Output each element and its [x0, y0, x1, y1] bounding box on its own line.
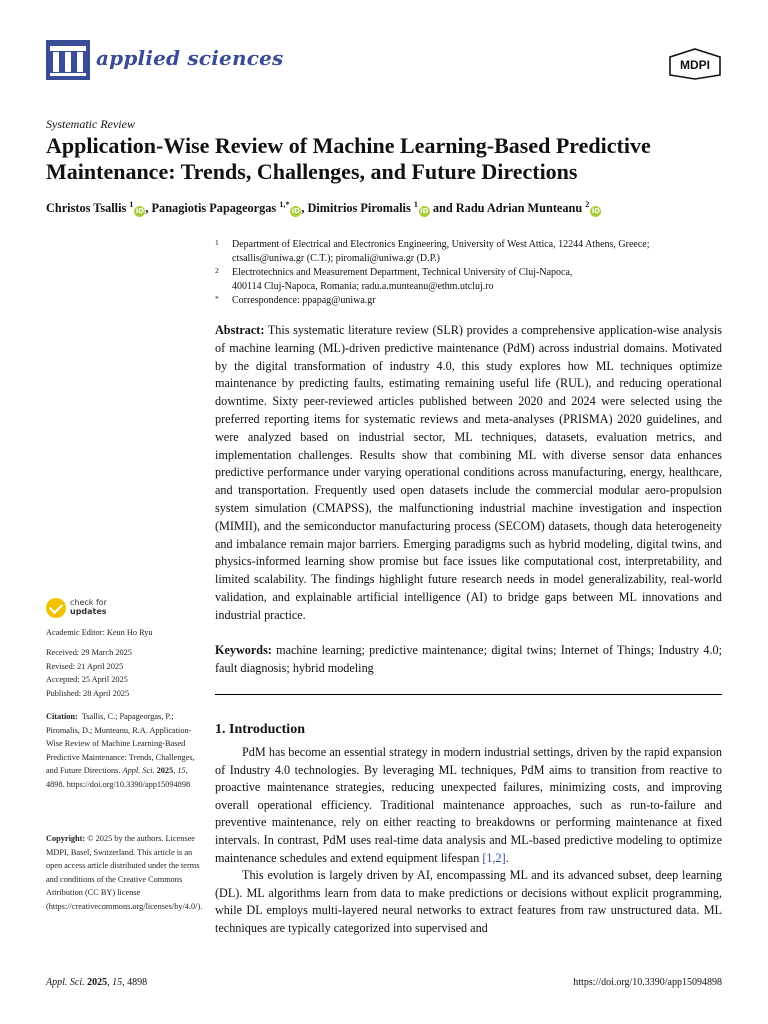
academic-editor: Academic Editor: Keun Ho Ryu [46, 628, 153, 637]
abstract-label: Abstract: [215, 323, 265, 337]
orcid-icon[interactable]: iD [135, 207, 144, 216]
abstract [215, 322, 722, 625]
paragraph: This evolution is largely driven by AI, encompassing ML and its advanced subset, deep learning (DL). ML algorithms learn from data to make predictions or decisions without explicit programming, while DL employs multi-layered neural networks to extract features from raw unstructured data. ML techniques are typically categorized into supervised and [215, 868, 722, 935]
author-name[interactable]: Radu Adrian Munteanu [455, 201, 583, 216]
author-name[interactable]: Christos Tsallis [46, 201, 127, 216]
journal-logo [46, 40, 90, 80]
author-affil: 1 [413, 200, 418, 209]
footer-citation: Appl. Sci. 2025, 15, 4898 [46, 977, 148, 988]
keywords-text: machine learning; predictive maintenance; digital twins; Internet of Things; Industry 4.0; fault diagnosis; hybrid modeling [215, 643, 722, 675]
author-affil: 1 [129, 200, 134, 209]
section-body [215, 744, 722, 938]
section-divider [215, 694, 722, 695]
article-type: Systematic Review [46, 117, 135, 131]
orcid-icon[interactable]: iD [591, 207, 600, 216]
citation: Citation: Tsallis, C.; Papageorgas, P.; Piromalis, D.; Munteanu, R.A. Application-Wise Review of Machine Learning-Based Predictive Maintenance: Trends, Challenges, and Future Directions. Appl. Sci. 2025, 15, 4898. https://doi.org/10.3390/app15094898 [46, 712, 195, 789]
keywords [215, 642, 722, 677]
author-name[interactable]: Panagiotis Papageorgas [151, 201, 277, 216]
footer-doi[interactable]: https://doi.org/10.3390/app15094898 [573, 977, 722, 988]
publisher-name: MDPI [680, 58, 710, 72]
author-affil: 2 [585, 200, 590, 209]
publisher-logo [668, 48, 722, 80]
dates: Received: 29 March 2025 Revised: 21 April 2025 Accepted: 25 April 2025 Published: 28 April 2025 [46, 648, 132, 698]
abstract-text: This systematic literature review (SLR) provides a comprehensive application-wise analysis of machine learning (ML)-driven predictive maintenance (PdM) across industrial domains. Motivated by the digital transformation of industry 4.0, this study explores how ML techniques optimize maintenance by predicting faults, estimating remaining useful life (RUL), and reducing operational downtime. Sixty peer-reviewed articles published between 2020 and 2024 were selected using the preferred reporting items for systematic reviews and meta-analyses (PRISMA) 2020 guidelines, and were analyzed based on industrial sector, ML techniques, datasets, evaluation metrics, and implementation challenges. Results show that combining ML with diverse sensor data enhances predictive performance under varying operational conditions across manufacturing, energy, healthcare, and transportation. Frequently used open datasets include the commercial modular aero-propulsion system simulation (CMAPSS), the malfunctioning industrial machine investigation and inspection (MIMII), and the semiconductor manufacturing process (SECOM) datasets, though data heterogeneity and imbalance remain major barriers. Emerging paradigms such as hybrid modeling, digital twins, and physics-informed learning show promise but face issues like computational cost, interpretability, and limited scalability. The findings highlight future research needs in model generalizability, real-world validation, and explainable artificial intelligence (AI) to bridge gaps between ML innovations and industrial practice. [215, 323, 722, 622]
correspondence: * Correspondence: ppapag@uniwa.gr [215, 294, 376, 306]
keywords-label: Keywords: [215, 643, 272, 657]
copyright: Copyright: © 2025 by the authors. Licensee MDPI, Basel, Switzerland. This article is an open access article distributed under the terms and conditions of the Creative Commons Attribution (CC BY) license (https://creativecommons.org/licenses/by/4.0/). [46, 834, 203, 911]
orcid-icon[interactable]: iD [291, 207, 300, 216]
affiliation: 1 Department of Electrical and Electronics Engineering, University of West Attica, 12244 Athens, Greece; ctsallis@uniwa.gr (C.T.); piromali@uniwa.gr (D.P.) [215, 238, 650, 264]
paper-title: Application-Wise Review of Machine Learning-Based Predictive Maintenance: Trends, Challenges, and Future Directions [46, 133, 651, 184]
orcid-icon[interactable]: iD [420, 207, 429, 216]
checkmark-icon [46, 598, 66, 618]
affiliation: 2 Electrotechnics and Measurement Department, Technical University of Cluj-Napoca, 400114 Cluj-Napoca, Romania; radu.a.munteanu@ethm.utcluj.ro [215, 266, 573, 292]
author-list: Christos Tsallis $^1$iD, Panagiotis Papageorgas $^{1,*}$iD, Dimitrios Piromalis $^1$iD and Radu Adrian Munteanu $^2$iD [46, 200, 600, 216]
author-name[interactable]: Dimitrios Piromalis [307, 201, 411, 216]
citation-link[interactable]: [1,2] [482, 850, 506, 865]
affiliations [215, 238, 715, 308]
author-affil: 1,* [279, 200, 290, 209]
section-heading: 1. Introduction [215, 722, 305, 737]
check-for-updates-badge[interactable]: check for updates [46, 598, 126, 618]
journal-name: applied sciences [96, 46, 284, 70]
paragraph: PdM has become an essential strategy in modern industrial settings, driven by the rapid expansion of Industry 4.0 technologies. By leveraging ML techniques, PdM aims to transition from reactive to proactive maintenance strategies, reducing unexpected failures, minimizing costs, and improving overall operational efficiency. Traditional maintenance approaches, such as run-to-failure and preventive maintenance, rely on either reacting to breakdowns or performing maintenance at fixed intervals. In contrast, PdM uses real-time data analysis and ML-based predictive modeling to optimize maintenance schedules and extend equipment lifespan [1,2]. [215, 745, 722, 865]
